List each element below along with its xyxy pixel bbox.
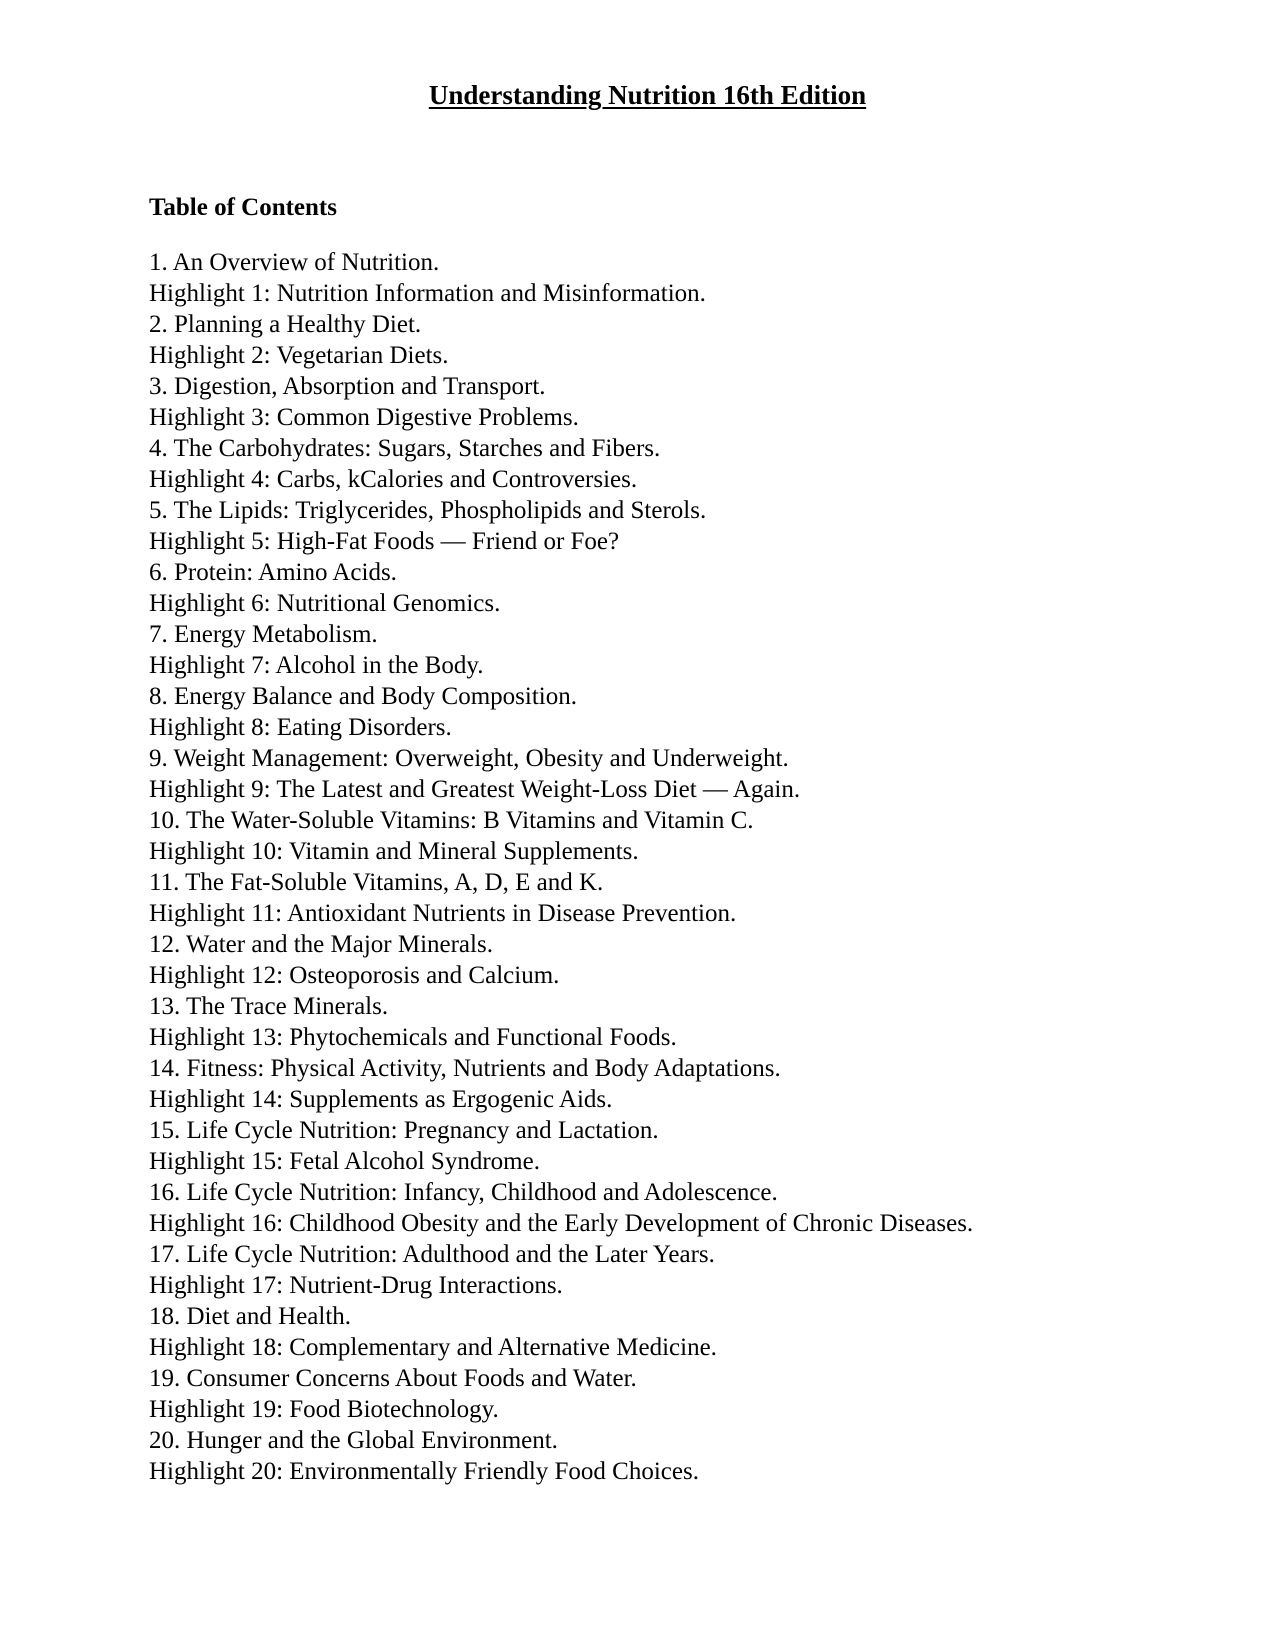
toc-entry: 11. The Fat-Soluble Vitamins, A, D, E and K. <box>149 869 604 896</box>
toc-list <box>149 247 1229 1487</box>
toc-entry: 8. Energy Balance and Body Composition. <box>149 683 577 710</box>
toc-entry: 10. The Water-Soluble Vitamins: B Vitamins and Vitamin C. <box>149 807 754 834</box>
toc-entry: 13. The Trace Minerals. <box>149 993 389 1020</box>
page-title <box>0 78 1275 112</box>
toc-entry: 7. Energy Metabolism. <box>149 621 378 648</box>
toc-entry: Highlight 11: Antioxidant Nutrients in Disease Prevention. <box>149 900 737 927</box>
toc-entry: Highlight 8: Eating Disorders. <box>149 714 452 741</box>
toc-entry: Highlight 10: Vitamin and Mineral Supplements. <box>149 838 639 865</box>
toc-entry: Highlight 16: Childhood Obesity and the Early Development of Chronic Diseases. <box>149 1210 974 1237</box>
toc-entry: Highlight 13: Phytochemicals and Functional Foods. <box>149 1024 677 1051</box>
toc-entry: 1. An Overview of Nutrition. <box>149 249 440 276</box>
toc-entry: Highlight 15: Fetal Alcohol Syndrome. <box>149 1148 540 1175</box>
toc-entry: 12. Water and the Major Minerals. <box>149 931 493 958</box>
toc-entry: Highlight 18: Complementary and Alternative Medicine. <box>149 1334 717 1361</box>
toc-entry: Highlight 6: Nutritional Genomics. <box>149 590 501 617</box>
toc-entry: Highlight 12: Osteoporosis and Calcium. <box>149 962 560 989</box>
toc-entry: Highlight 5: High-Fat Foods — Friend or Foe? <box>149 528 620 555</box>
toc-entry: 15. Life Cycle Nutrition: Pregnancy and Lactation. <box>149 1117 659 1144</box>
toc-entry: 5. The Lipids: Triglycerides, Phospholipids and Sterols. <box>149 497 707 524</box>
toc-entry: 17. Life Cycle Nutrition: Adulthood and the Later Years. <box>149 1241 715 1268</box>
toc-entry: 2. Planning a Healthy Diet. <box>149 311 422 338</box>
toc-entry: 20. Hunger and the Global Environment. <box>149 1427 558 1454</box>
toc-entry: Highlight 20: Environmentally Friendly Food Choices. <box>149 1458 699 1485</box>
toc-entry: 16. Life Cycle Nutrition: Infancy, Childhood and Adolescence. <box>149 1179 778 1206</box>
toc-entry: Highlight 2: Vegetarian Diets. <box>149 342 449 369</box>
toc-entry: Highlight 3: Common Digestive Problems. <box>149 404 579 431</box>
toc-entry: 14. Fitness: Physical Activity, Nutrients and Body Adaptations. <box>149 1055 781 1082</box>
toc-entry: 3. Digestion, Absorption and Transport. <box>149 373 546 400</box>
toc-entry: Highlight 1: Nutrition Information and Misinformation. <box>149 280 706 307</box>
toc-entry: Highlight 7: Alcohol in the Body. <box>149 652 484 679</box>
toc-entry: 18. Diet and Health. <box>149 1303 352 1330</box>
toc-entry: Highlight 9: The Latest and Greatest Weight-Loss Diet — Again. <box>149 776 801 803</box>
toc-entry: 4. The Carbohydrates: Sugars, Starches and Fibers. <box>149 435 661 462</box>
toc-entry: Highlight 4: Carbs, kCalories and Controversies. <box>149 466 638 493</box>
toc-entry: Highlight 19: Food Biotechnology. <box>149 1396 499 1423</box>
toc-entry: Highlight 14: Supplements as Ergogenic Aids. <box>149 1086 613 1113</box>
toc-entry: Highlight 17: Nutrient-Drug Interactions. <box>149 1272 563 1299</box>
toc-heading: Table of Contents <box>149 194 337 221</box>
page-title-text: Understanding Nutrition 16th Edition <box>428 80 867 110</box>
toc-entry: 19. Consumer Concerns About Foods and Water. <box>149 1365 637 1392</box>
toc-entry: 6. Protein: Amino Acids. <box>149 559 397 586</box>
toc-entry: 9. Weight Management: Overweight, Obesity and Underweight. <box>149 745 789 772</box>
